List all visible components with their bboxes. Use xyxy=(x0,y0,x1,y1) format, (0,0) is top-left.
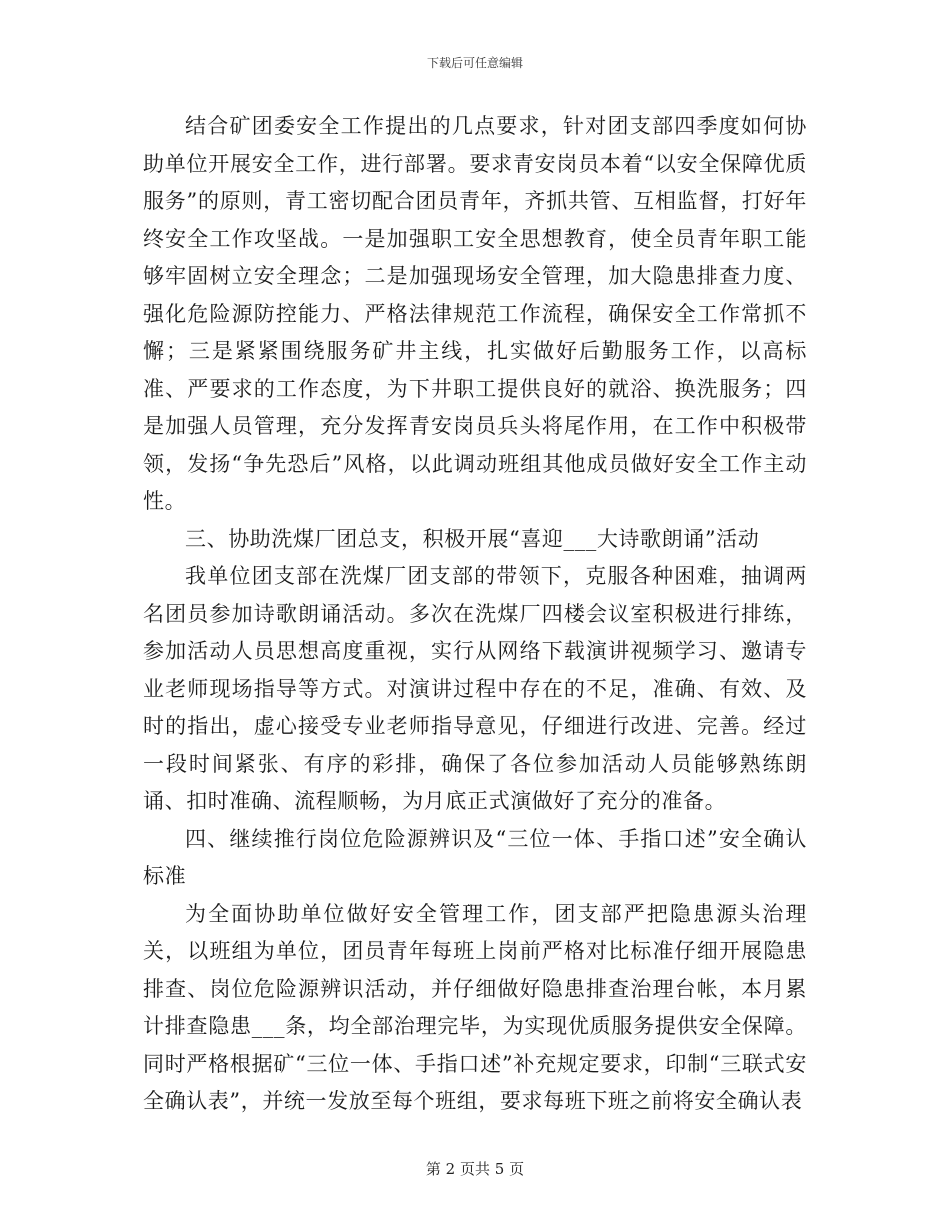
section-heading-poetry-reading: 三、协助洗煤厂团总支，积极开展“喜迎___大诗歌朗诵”活动 xyxy=(185,526,760,551)
document-body xyxy=(143,108,807,1121)
section-heading-hazard-identification: 四、继续推行岗位危险源辨识及“三位一体、手指口述”安全确认标准 xyxy=(143,826,807,888)
page-header: 下载后可任意编辑 xyxy=(426,56,523,70)
page-number-footer: 第 2 页共 5 页 xyxy=(425,1160,525,1178)
paragraph-safety-requirements: 结合矿团委安全工作提出的几点要求，针对团支部四季度如何协助单位开展安全工作，进行部署。要求青安岗员本着“以安全保障优质服务”的原则，青工密切配合团员青年，齐抓共管、互相监督，打好年终安全工作攻坚战。一是加强职工安全思想教育，使全员青年职工能够牢固树立安全理念；二是加强现场安全管理，加大隐患排查力度、强化危险源防控能力、严格法律规范工作流程，确保安全工作常抓不懈；三是紧紧围绕服务矿井主线，扎实做好后勤服务工作，以高标准、严要求的工作态度，为下井职工提供良好的就浴、换洗服务；四是加强人员管理，充分发挥青安岗员兵头将尾作用，在工作中积极带领，发扬“争先恐后”风格，以此调动班组其他成员做好安全工作主动性。 xyxy=(143,114,807,513)
paragraph-poetry-reading: 我单位团支部在洗煤厂团支部的带领下，克服各种困难，抽调两名团员参加诗歌朗诵活动。多次在洗煤厂四楼会议室积极进行排练，参加活动人员思想高度重视，实行从网络下载演讲视频学习、邀请专业老师现场指导等方式。对演讲过程中存在的不足，准确、有效、及时的指出，虚心接受专业老师指导意见，仔细进行改进、完善。经过一段时间紧张、有序的彩排，确保了各位参加活动人员能够熟练朗诵、扣时准确、流程顺畅，为月底正式演做好了充分的准备。 xyxy=(143,564,807,813)
paragraph-hazard-identification: 为全面协助单位做好安全管理工作，团支部严把隐患源头治理关，以班组为单位，团员青年每班上岗前严格对比标准仔细开展隐患排查、岗位危险源辨识活动，并仔细做好隐患排查治理台帐，本月累计排查隐患___条，均全部治理完毕，为实现优质服务提供安全保障。同时严格根据矿“三位一体、手指口述”补充规定要求，印制“三联式安全确认表”，并统一发放至每个班组，要求每班下班之前将安全确认表 xyxy=(143,901,807,1113)
